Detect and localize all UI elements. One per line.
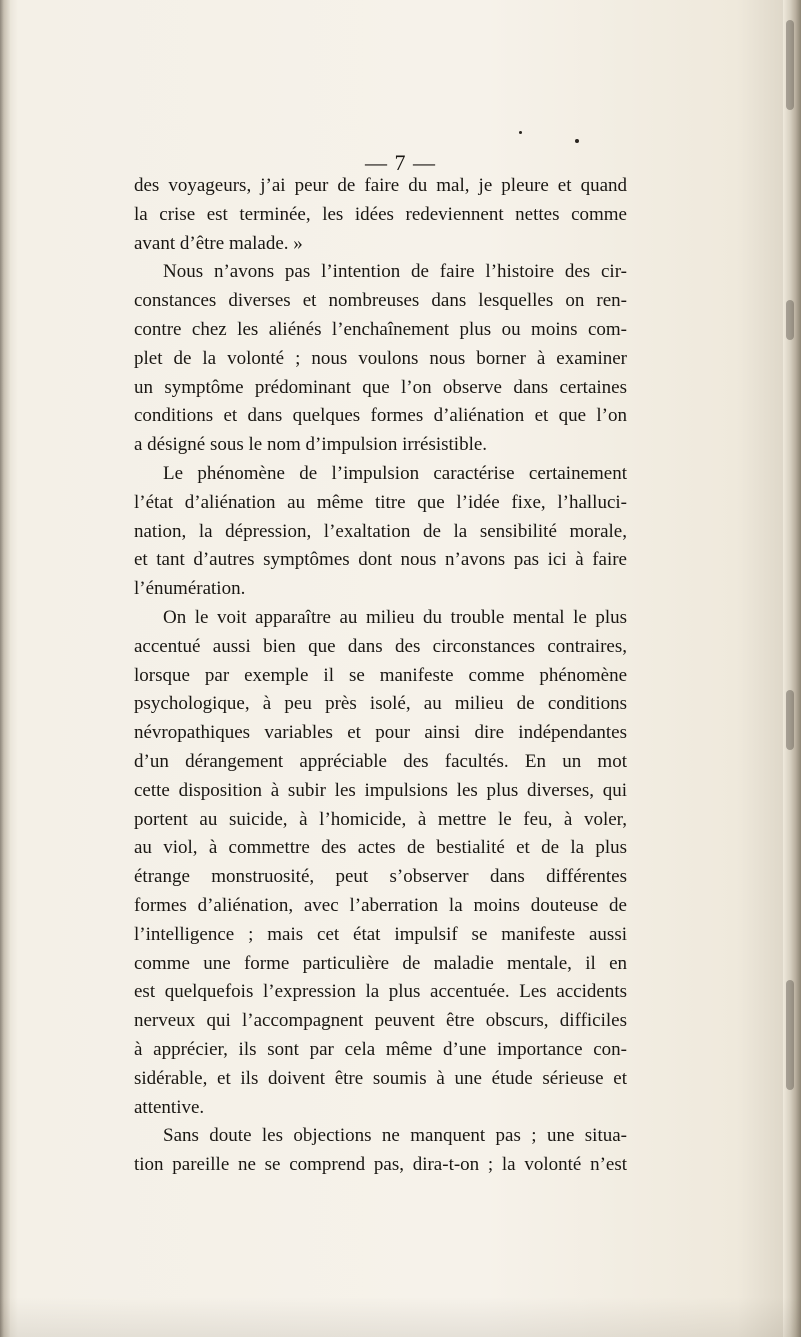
text-line: sidérable, et ils doivent être soumis à une étude sérieuse et <box>134 1067 627 1089</box>
text-line: plet de la volonté ; nous voulons nous borner à examiner <box>134 347 627 369</box>
ink-speck <box>575 139 579 143</box>
text-line: d’un dérangement appréciable des facultés. En un mot <box>134 750 627 772</box>
page-shadow <box>0 1297 801 1337</box>
text-line: l’intelligence ; mais cet état impulsif se manifeste aussi <box>134 923 627 945</box>
text-line: est quelquefois l’expression la plus accentuée. Les accidents <box>134 981 627 1003</box>
text-line: névropathiques variables et pour ainsi dire indépendantes <box>134 722 627 744</box>
text-line: cette disposition à subir les impulsions les plus diverses, qui <box>134 779 627 801</box>
edge-stain <box>786 690 794 750</box>
text-line: psychologique, à peu près isolé, au milieu de conditions <box>134 693 627 715</box>
page-number: — 7 — <box>365 150 436 175</box>
text-line: l’état d’aliénation au même titre que l’idée fixe, l’halluci- <box>134 491 627 513</box>
edge-stain <box>786 980 794 1090</box>
text-line: attentive. <box>134 1096 205 1118</box>
book-gutter <box>0 0 10 1337</box>
ink-speck <box>519 131 522 134</box>
text-line: à apprécier, ils sont par cela même d’une importance con- <box>134 1038 627 1060</box>
edge-stain <box>786 300 794 340</box>
paragraph-start-line: Nous n’avons pas l’intention de faire l’histoire des cir- <box>163 261 627 283</box>
body-text <box>134 172 627 1180</box>
text-line: tion pareille ne se comprend pas, dira-t-on ; la volonté n’est <box>134 1154 627 1176</box>
paragraph-start-line: On le voit apparaître au milieu du trouble mental le plus <box>163 606 627 628</box>
text-line: et tant d’autres symptômes dont nous n’avons pas ici à faire <box>134 549 627 571</box>
text-line: des voyageurs, j’ai peur de faire du mal, je pleure et quand <box>134 175 627 196</box>
edge-stain <box>786 20 794 110</box>
text-line: accentué aussi bien que dans des circonstances contraires, <box>134 635 627 657</box>
text-line: constances diverses et nombreuses dans lesquelles on ren- <box>134 290 627 312</box>
text-line: conditions et dans quelques formes d’aliénation et que l’on <box>134 405 627 427</box>
text-line: un symptôme prédominant que l’on observe dans certaines <box>134 376 627 398</box>
text-line: nerveux qui l’accompagnent peuvent être obscurs, difficiles <box>134 1010 627 1032</box>
text-line: formes d’aliénation, avec l’aberration la moins douteuse de <box>134 894 627 916</box>
text-line: l’énumération. <box>134 578 246 600</box>
text-line: nation, la dépression, l’exaltation de la sensibilité morale, <box>134 520 627 542</box>
text-line: étrange monstruosité, peut s’observer dans différentes <box>134 866 627 888</box>
text-line: lorsque par exemple il se manifeste comme phénomène <box>134 664 627 686</box>
page-edge <box>783 0 801 1337</box>
text-line: comme une forme particulière de maladie mentale, il en <box>134 952 627 974</box>
text-line: au viol, à commettre des actes de bestialité et de la plus <box>134 837 627 859</box>
paragraph-start-line: Le phénomène de l’impulsion caractérise certainement <box>163 462 627 484</box>
text-line: contre chez les aliénés l’enchaînement plus ou moins com- <box>134 318 627 340</box>
paragraph-start-line: Sans doute les objections ne manquent pas ; une situa- <box>163 1125 627 1147</box>
text-line: a désigné sous le nom d’impulsion irrésistible. <box>134 434 488 456</box>
text-line: portent au suicide, à l’homicide, à mettre le feu, à voler, <box>134 808 627 830</box>
text-line: avant d’être malade. » <box>134 232 303 254</box>
text-line: la crise est terminée, les idées redeviennent nettes comme <box>134 203 627 225</box>
